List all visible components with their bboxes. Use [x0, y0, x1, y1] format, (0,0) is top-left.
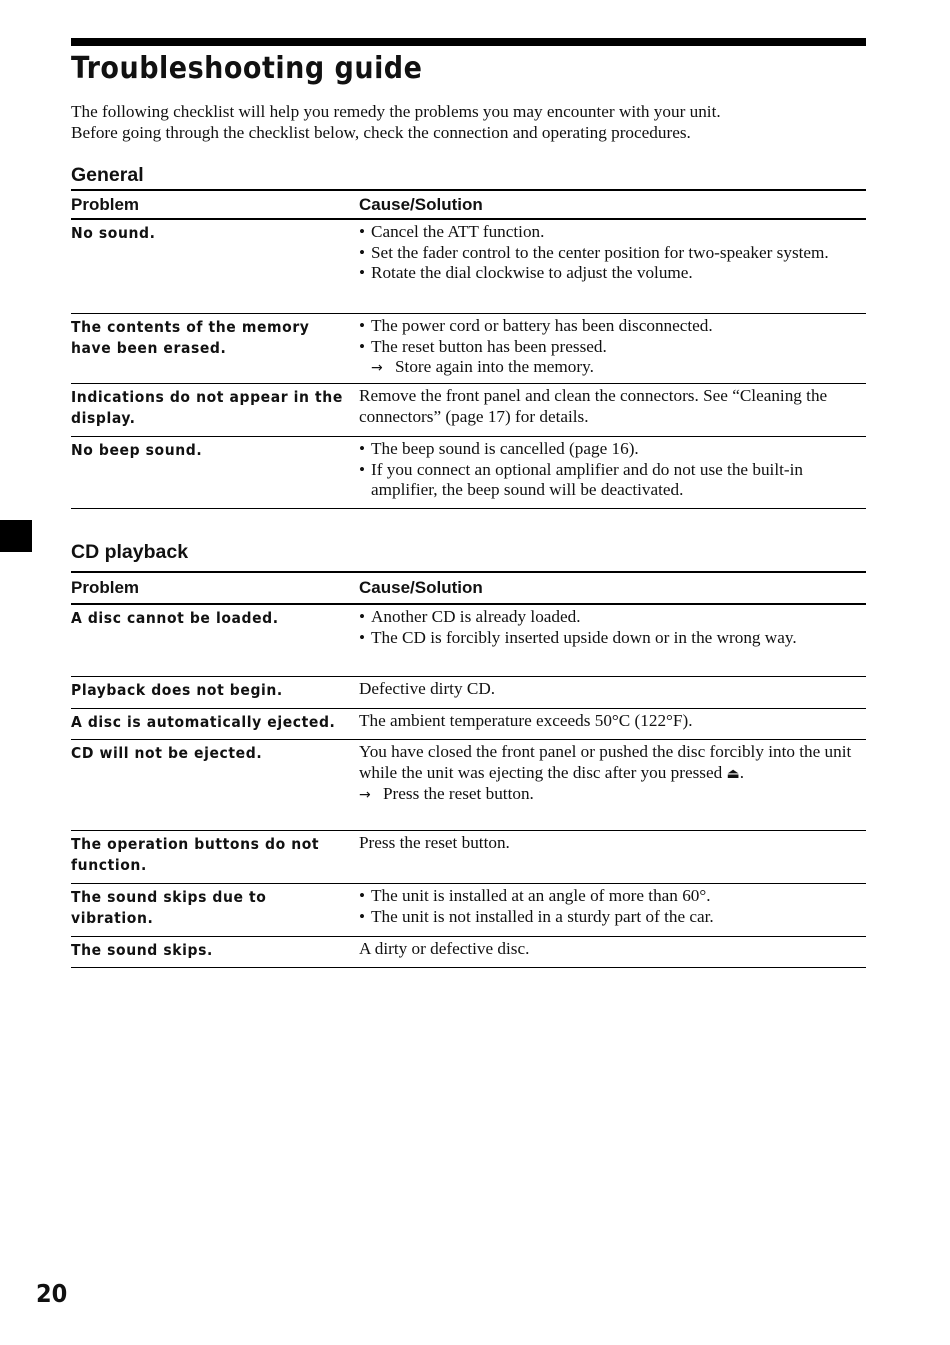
- solution-cell: The ambient temperature exceeds 50°C (122°F).: [359, 711, 693, 730]
- problem-cell: Playback does not begin.: [71, 681, 283, 699]
- page-number: 20: [36, 1279, 68, 1308]
- table-row: [71, 220, 866, 314]
- bullet-item: • Set the fader control to the center position for two-speaker system.: [359, 243, 866, 264]
- solution-cell: [359, 314, 866, 383]
- problem-cell: Indications do not appear in the display.: [71, 388, 343, 427]
- solution-cell: [359, 220, 866, 313]
- bullet-item: • The unit is not installed in a sturdy part of the car.: [359, 907, 866, 928]
- arrow-text: Press the reset button.: [383, 784, 534, 803]
- table-row: [71, 740, 866, 831]
- solution-cell: [359, 740, 866, 830]
- bullet-item: • Cancel the ATT function.: [359, 222, 866, 243]
- section-tab-marker: [0, 520, 32, 552]
- section-heading-cd-playback: CD playback: [71, 541, 189, 563]
- bullet-item: • The reset button has been pressed.: [359, 337, 866, 358]
- arrow-line: [359, 784, 866, 806]
- problem-cell: The sound skips.: [71, 941, 213, 959]
- eject-icon: ⏏: [726, 765, 740, 782]
- problem-cell: No sound.: [71, 224, 156, 242]
- arrow-text: Store again into the memory.: [395, 357, 594, 376]
- bullet-item: • The beep sound is cancelled (page 16).: [359, 439, 866, 460]
- bullet-item: • The power cord or battery has been disconnected.: [359, 316, 866, 337]
- table-row: [71, 831, 866, 884]
- table-row: [71, 709, 866, 740]
- problem-cell: The sound skips due to vibration.: [71, 888, 267, 927]
- section-heading-general: General: [71, 164, 144, 186]
- solution-text-end: .: [739, 762, 745, 782]
- intro-paragraph: [71, 102, 871, 143]
- solution-cell: Remove the front panel and clean the connectors. See “Cleaning the connectors” (page 17) for details.: [359, 386, 828, 426]
- bullet-item: • If you connect an optional amplifier and do not use the built-in amplifier, the beep sound will be deactivated.: [359, 460, 866, 501]
- arrow-line: [359, 357, 866, 379]
- table-row: [71, 314, 866, 384]
- bullet-item: • Another CD is already loaded.: [359, 607, 866, 628]
- solution-cell: A dirty or defective disc.: [359, 939, 530, 958]
- problem-cell: No beep sound.: [71, 441, 203, 459]
- intro-line-1: The following checklist will help you remedy the problems you may encounter with your unit.: [71, 102, 721, 121]
- table-row: [71, 384, 866, 437]
- solution-text: You have closed the front panel or pushed the disc forcibly into the unit while the unit was ejecting the disc after you pressed: [359, 742, 852, 782]
- problem-cell: The contents of the memory have been erased.: [71, 318, 310, 357]
- table-row: [71, 937, 866, 968]
- table-row: [71, 884, 866, 937]
- problem-cell: A disc is automatically ejected.: [71, 713, 336, 731]
- table-row: [71, 605, 866, 677]
- top-rule: [71, 38, 866, 46]
- arrow-icon: →: [371, 360, 383, 376]
- page-title: Troubleshooting guide: [71, 51, 423, 86]
- header-problem: Problem: [71, 578, 140, 597]
- problem-cell: A disc cannot be loaded.: [71, 609, 279, 627]
- bullet-item: • The unit is installed at an angle of more than 60°.: [359, 886, 866, 907]
- general-table: [71, 189, 866, 509]
- header-cause-solution: Cause/Solution: [359, 578, 483, 597]
- solution-cell: Press the reset button.: [359, 833, 510, 852]
- bullet-item: • Rotate the dial clockwise to adjust the volume.: [359, 263, 866, 284]
- table-header: [71, 189, 866, 220]
- bullet-item: • The CD is forcibly inserted upside down or in the wrong way.: [359, 628, 866, 649]
- solution-cell: [359, 605, 866, 676]
- table-header: [71, 571, 866, 605]
- problem-cell: CD will not be ejected.: [71, 744, 263, 762]
- intro-line-2: Before going through the checklist below, check the connection and operating procedures.: [71, 122, 691, 142]
- solution-cell: Defective dirty CD.: [359, 679, 496, 698]
- table-row: [71, 437, 866, 509]
- header-cause-solution: Cause/Solution: [359, 194, 483, 214]
- problem-cell: The operation buttons do not function.: [71, 835, 320, 874]
- cd-playback-table: [71, 571, 866, 968]
- solution-cell: [359, 884, 866, 936]
- arrow-icon: →: [359, 787, 371, 803]
- solution-cell: [359, 437, 866, 508]
- table-row: [71, 677, 866, 709]
- header-problem: Problem: [71, 194, 140, 214]
